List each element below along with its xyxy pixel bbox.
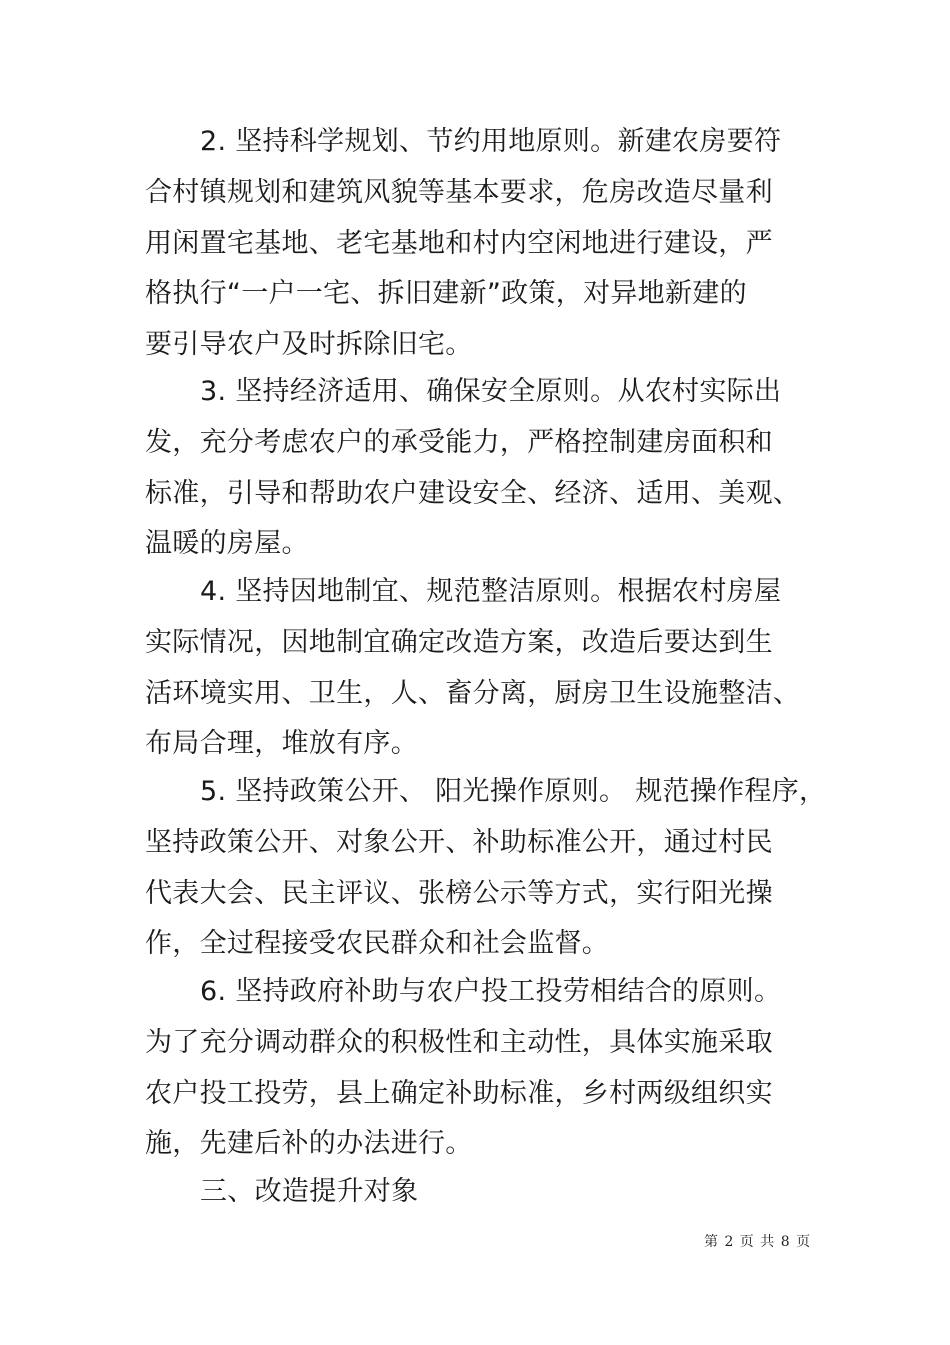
paragraph-2-line-3: 用闲置宅基地、老宅基地和村内空闲地进行建设，严 <box>145 228 773 259</box>
paragraph-5-line-4: 作，全过程接受农民群众和社会监督。 <box>145 928 610 959</box>
paragraph-4-line-1: 4. 坚持因地制宜、规范整洁原则。根据农村房屋 <box>200 576 782 607</box>
paragraph-5-line-3: 代表大会、民主评议、张榜公示等方式，实行阳光操 <box>145 878 773 909</box>
paragraph-2-line-4: 格执行“一户一宅、拆旧建新”政策，对异地新建的 <box>145 278 747 309</box>
paragraph-6-line-1: 6. 坚持政府补助与农户投工投劳相结合的原则。 <box>200 976 782 1007</box>
page-number-footer: 第 2 页 共 8 页 <box>704 1234 812 1250</box>
paragraph-4-line-3: 活环境实用、卫生，人、畜分离，厨房卫生设施整洁、 <box>145 678 801 709</box>
paragraph-4-line-4: 布局合理，堆放有序。 <box>145 728 418 759</box>
paragraph-2-line-2: 合村镇规划和建筑风貌等基本要求，危房改造尽量利 <box>145 177 773 208</box>
paragraph-2-line-1: 2. 坚持科学规划、节约用地原则。新建农房要符 <box>200 126 782 157</box>
paragraph-3-line-3: 标准，引导和帮助农户建设安全、经济、适用、美观、 <box>145 478 801 509</box>
section-heading: 三、改造提升对象 <box>200 1176 419 1207</box>
paragraph-6-line-2: 为了充分调动群众的积极性和主动性，具体实施采取 <box>145 1027 773 1058</box>
paragraph-3-line-1: 3. 坚持经济适用、确保安全原则。从农村实际出 <box>200 376 782 407</box>
paragraph-6-line-4: 施，先建后补的办法进行。 <box>145 1128 473 1159</box>
paragraph-6-line-3: 农户投工投劳，县上确定补助标准，乡村两级组织实 <box>145 1078 773 1109</box>
paragraph-3-line-4: 温暖的房屋。 <box>145 528 309 559</box>
paragraph-3-line-2: 发，充分考虑农户的承受能力，严格控制建房面积和 <box>145 427 773 458</box>
paragraph-2-line-5: 要引导农户及时拆除旧宅。 <box>145 329 473 360</box>
paragraph-5-line-2: 坚持政策公开、对象公开、补助标准公开，通过村民 <box>145 827 773 858</box>
paragraph-4-line-2: 实际情况，因地制宜确定改造方案，改造后要达到生 <box>145 627 773 658</box>
paragraph-5-line-1: 5. 坚持政策公开、 阳光操作原则。 规范操作程序， <box>200 776 827 807</box>
